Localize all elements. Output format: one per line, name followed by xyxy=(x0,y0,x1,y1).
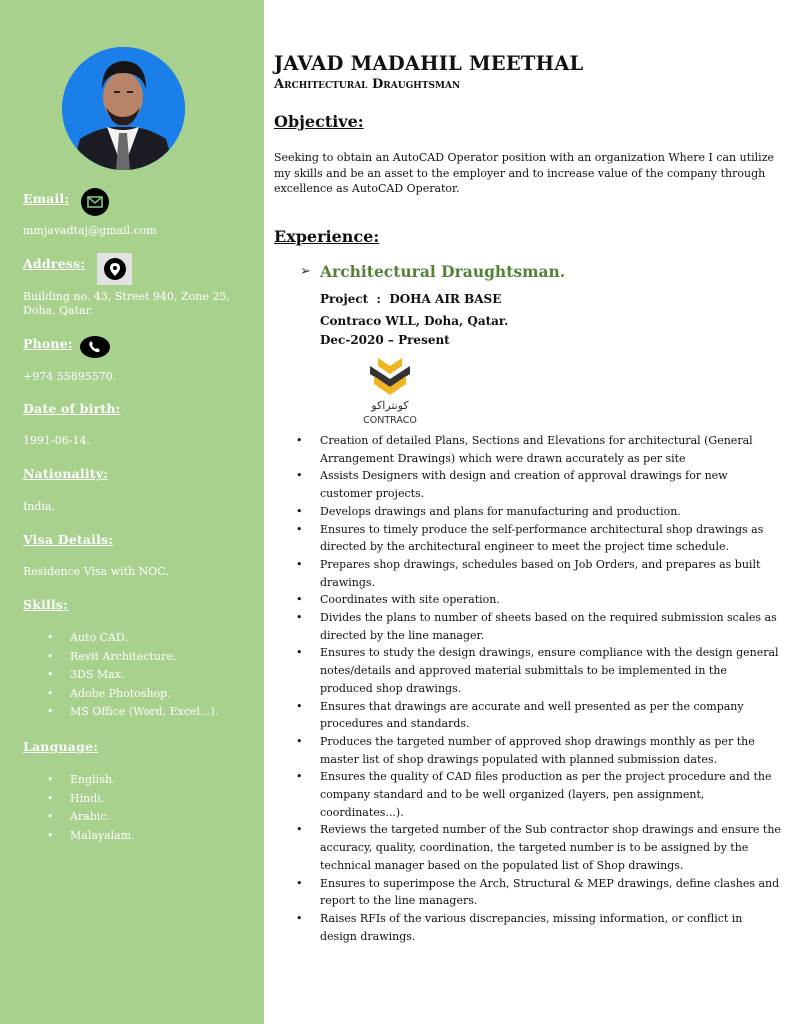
dob-label: Date of birth: xyxy=(23,401,121,416)
candidate-name: JAVAD MADAHIL MEETHAL xyxy=(274,52,584,75)
skill-item: • Auto CAD. xyxy=(47,629,218,648)
email-label: Email: xyxy=(23,191,70,206)
visa-value: Residence Visa with NOC. xyxy=(23,565,169,578)
address-value: Building no. 43, Street 940, Zone 25, Doha, Qatar. xyxy=(23,290,230,317)
nationality-value: India. xyxy=(23,500,56,513)
contraco-logo xyxy=(360,352,440,428)
phone-value[interactable]: +974 55895570. xyxy=(23,370,117,383)
job-project: Project : DOHA AIR BASE xyxy=(320,292,502,306)
skills-list xyxy=(47,629,218,722)
skill-item: • Revit Architecture. xyxy=(47,648,218,667)
language-item: • Arabic. xyxy=(47,808,135,827)
duty-item: • Reviews the targeted number of the Sub contractor shop drawings and ensure the accuracy, quality, coordination, the targeted number is to be assigned by the technical manager based on the populated list of Shop drawings. xyxy=(292,821,782,874)
sidebar xyxy=(0,0,264,1024)
logo-arabic-text: كونتراكو xyxy=(371,399,409,412)
duty-item: • Ensures to timely produce the self-performance architectural shop drawings as directed by the architectural engineer to meet the project time schedule. xyxy=(292,521,782,556)
profile-photo xyxy=(62,47,185,170)
language-item: • Hindi. xyxy=(47,790,135,809)
language-item: • Malayalam. xyxy=(47,827,135,846)
profile-photo-image xyxy=(62,47,185,170)
duty-item: • Divides the plans to number of sheets based on the required submission scales as directed by the line manager. xyxy=(292,609,782,644)
job-role: Architectural Draughtsman. xyxy=(320,262,566,281)
dob-value: 1991-06-14. xyxy=(23,434,90,447)
duty-item: • Ensures the quality of CAD files production as per the project procedure and the company standard and to be well organized (layers, pen assignment, coordinates...). xyxy=(292,768,782,821)
contraco-logo-icon xyxy=(360,352,440,428)
phone-icon xyxy=(80,336,110,358)
duty-item: • Coordinates with site operation. xyxy=(292,591,782,609)
duty-item: • Creation of detailed Plans, Sections and Elevations for architectural (General Arrangement Drawings) which were drawn accurately as per site xyxy=(292,432,782,467)
skill-item: • Adobe Photoshop. xyxy=(47,685,218,704)
arrow-bullet-icon: ➢ xyxy=(300,264,311,279)
language-label: Language: xyxy=(23,739,99,754)
language-list xyxy=(47,771,135,845)
duty-item: • Produces the targeted number of approved shop drawings monthly as per the master list of shop drawings populated with planned submission dates. xyxy=(292,733,782,768)
candidate-title: Architectural Draughtsman xyxy=(274,77,461,92)
skills-label: Skills: xyxy=(23,597,68,612)
skill-item: • 3DS Max. xyxy=(47,666,218,685)
experience-heading: Experience: xyxy=(274,227,380,246)
job-period: Dec-2020 – Present xyxy=(320,333,450,347)
duty-item: • Ensures to study the design drawings, ensure compliance with the design general notes/details and approved material submittals to be implemented in the produced shop drawings. xyxy=(292,644,782,697)
job-company: Contraco WLL, Doha, Qatar. xyxy=(320,314,509,328)
job-duties-list xyxy=(292,432,782,945)
duty-item: • Develops drawings and plans for manufacturing and production. xyxy=(292,503,782,521)
objective-text: Seeking to obtain an AutoCAD Operator position with an organization Where I can utilize my skills and be an asset to the employer and to increase value of the company through excellence as AutoCAD Operator. xyxy=(274,151,775,195)
location-pin-icon xyxy=(97,253,132,285)
envelope-icon xyxy=(81,188,109,216)
email-value[interactable]: mmjavadtaj@gmail.com xyxy=(23,224,157,237)
duty-item: • Assists Designers with design and creation of approval drawings for new customer projects. xyxy=(292,467,782,502)
duty-item: • Prepares shop drawings, schedules based on Job Orders, and prepares as built drawings. xyxy=(292,556,782,591)
address-label: Address: xyxy=(23,256,86,271)
duty-item: • Ensures that drawings are accurate and well presented as per the company procedures and standards. xyxy=(292,698,782,733)
language-item: • English. xyxy=(47,771,135,790)
duty-item: • Ensures to superimpose the Arch, Structural & MEP drawings, define clashes and report to the line managers. xyxy=(292,875,782,910)
phone-label: Phone: xyxy=(23,336,73,351)
duty-item: • Raises RFIs of the various discrepancies, missing information, or conflict in design drawings. xyxy=(292,910,782,945)
nationality-label: Nationality: xyxy=(23,466,109,481)
logo-latin-text: CONTRACO xyxy=(363,415,417,426)
visa-label: Visa Details: xyxy=(23,532,114,547)
skill-item: • MS Office (Word, Excel...). xyxy=(47,703,218,722)
objective-heading: Objective: xyxy=(274,112,364,131)
